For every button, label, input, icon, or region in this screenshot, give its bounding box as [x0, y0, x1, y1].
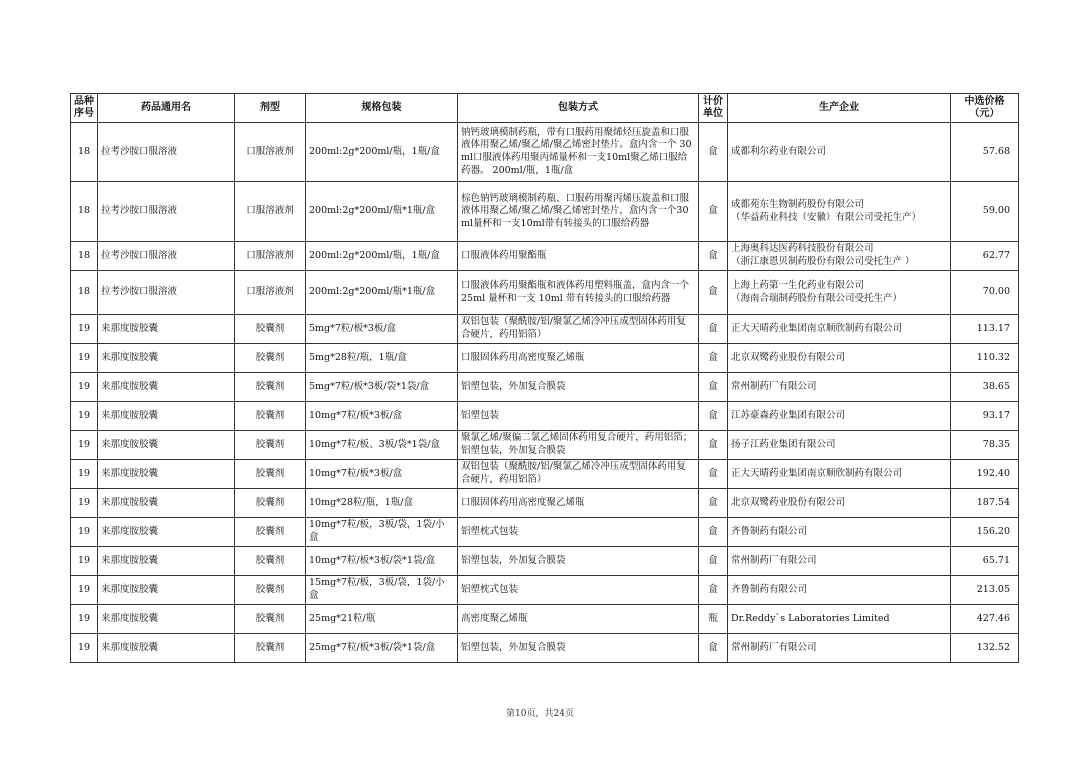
cell-unit: 盒 — [699, 373, 728, 402]
cell-price: 93.17 — [951, 402, 1019, 431]
cell-no: 18 — [71, 123, 98, 182]
cell-no: 18 — [71, 182, 98, 242]
cell-price: 192.40 — [951, 460, 1019, 489]
cell-price: 110.32 — [951, 344, 1019, 373]
cell-spec: 200ml:2g*200ml/瓶*1瓶/盒 — [306, 182, 458, 242]
header-spec: 规格包装 — [306, 94, 458, 123]
cell-no: 18 — [71, 242, 98, 271]
cell-packing: 铝塑枕式包装 — [458, 576, 699, 605]
cell-packing: 口服液体药用聚酯瓶和液体药用塑料瓶盖，盒内含一个 25ml 量杯和一支 10ml 带有转接头的口服给药器 — [458, 271, 699, 315]
cell-packing: 口服液体药用聚酯瓶 — [458, 242, 699, 271]
cell-drug-name: 拉考沙胺口服溶液 — [98, 182, 235, 242]
cell-no: 19 — [71, 402, 98, 431]
cell-dosage-form: 胶囊剂 — [235, 344, 306, 373]
cell-dosage-form: 胶囊剂 — [235, 547, 306, 576]
drug-price-table — [70, 93, 1019, 663]
cell-unit: 盒 — [699, 344, 728, 373]
cell-dosage-form: 胶囊剂 — [235, 431, 306, 460]
page-footer: 第10页，共24页 — [506, 709, 574, 719]
cell-company: 上海上药第一生化药业有限公司 （海南合瑞制药股份有限公司受托生产） — [728, 271, 951, 315]
table-row — [71, 123, 1019, 182]
cell-drug-name: 来那度胺胶囊 — [98, 460, 235, 489]
header-dosage-form: 剂型 — [235, 94, 306, 123]
cell-dosage-form: 胶囊剂 — [235, 460, 306, 489]
table-row — [71, 373, 1019, 402]
cell-spec: 5mg*7粒/板*3板/袋*1袋/盒 — [306, 373, 458, 402]
cell-unit: 盒 — [699, 315, 728, 344]
cell-unit: 盒 — [699, 547, 728, 576]
header-no: 品种 序号 — [71, 94, 98, 123]
cell-dosage-form: 胶囊剂 — [235, 605, 306, 634]
table-row — [71, 489, 1019, 518]
cell-packing: 铝塑包装，外加复合膜袋 — [458, 547, 699, 576]
cell-spec: 10mg*7粒/板*3板/袋*1袋/盒 — [306, 547, 458, 576]
cell-no: 19 — [71, 518, 98, 547]
cell-packing: 棕色钠钙玻璃模制药瓶、口服药用聚丙烯压旋盖和口服液体用聚乙烯/聚乙烯/聚乙烯密封垫片，盒内含一个30ml量杯和一支10ml带有转接头的口服给药器 — [458, 182, 699, 242]
cell-dosage-form: 胶囊剂 — [235, 402, 306, 431]
table-row — [71, 634, 1019, 663]
table-row — [71, 344, 1019, 373]
cell-price: 70.00 — [951, 271, 1019, 315]
cell-price: 427.46 — [951, 605, 1019, 634]
cell-dosage-form: 胶囊剂 — [235, 576, 306, 605]
cell-spec: 200ml:2g*200ml/瓶，1瓶/盒 — [306, 123, 458, 182]
cell-unit: 盒 — [699, 489, 728, 518]
cell-packing: 铝塑包装，外加复合膜袋 — [458, 373, 699, 402]
cell-company: 齐鲁制药有限公司 — [728, 518, 951, 547]
cell-packing: 铝塑包装，外加复合膜袋 — [458, 634, 699, 663]
cell-unit: 盒 — [699, 431, 728, 460]
cell-price: 187.54 — [951, 489, 1019, 518]
cell-price: 132.52 — [951, 634, 1019, 663]
cell-drug-name: 来那度胺胶囊 — [98, 315, 235, 344]
cell-no: 19 — [71, 634, 98, 663]
cell-company: 北京双鹭药业股份有限公司 — [728, 489, 951, 518]
cell-drug-name: 来那度胺胶囊 — [98, 576, 235, 605]
table-row — [71, 547, 1019, 576]
cell-dosage-form: 胶囊剂 — [235, 518, 306, 547]
cell-drug-name: 来那度胺胶囊 — [98, 605, 235, 634]
cell-price: 59.00 — [951, 182, 1019, 242]
cell-spec: 10mg*7粒/板*3板/盒 — [306, 402, 458, 431]
cell-spec: 200ml:2g*200ml/瓶，1瓶/盒 — [306, 242, 458, 271]
cell-unit: 盒 — [699, 242, 728, 271]
cell-no: 18 — [71, 271, 98, 315]
cell-packing: 双铝包装（聚酰胺/铝/聚氯乙烯冷冲压成型固体药用复合硬片，药用铝箔） — [458, 460, 699, 489]
cell-price: 38.65 — [951, 373, 1019, 402]
cell-company: 常州制药厂有限公司 — [728, 373, 951, 402]
cell-price: 213.05 — [951, 576, 1019, 605]
cell-price: 57.68 — [951, 123, 1019, 182]
cell-packing: 铝塑包装 — [458, 402, 699, 431]
cell-company: Dr.Reddy`s Laboratories Limited — [728, 605, 951, 634]
cell-price: 156.20 — [951, 518, 1019, 547]
cell-drug-name: 拉考沙胺口服溶液 — [98, 123, 235, 182]
cell-dosage-form: 胶囊剂 — [235, 373, 306, 402]
header-unit: 计价 单位 — [699, 94, 728, 123]
cell-spec: 10mg*7粒/板、3板/袋*1袋/盒 — [306, 431, 458, 460]
cell-no: 19 — [71, 489, 98, 518]
header-drug-name: 药品通用名 — [98, 94, 235, 123]
cell-no: 19 — [71, 315, 98, 344]
table-header-row — [71, 94, 1019, 123]
cell-drug-name: 来那度胺胶囊 — [98, 489, 235, 518]
cell-drug-name: 来那度胺胶囊 — [98, 431, 235, 460]
cell-unit: 盒 — [699, 271, 728, 315]
cell-dosage-form: 胶囊剂 — [235, 489, 306, 518]
cell-price: 65.71 — [951, 547, 1019, 576]
cell-drug-name: 来那度胺胶囊 — [98, 518, 235, 547]
table-row — [71, 402, 1019, 431]
cell-drug-name: 来那度胺胶囊 — [98, 373, 235, 402]
cell-price: 78.35 — [951, 431, 1019, 460]
cell-dosage-form: 口服溶液剂 — [235, 242, 306, 271]
cell-company: 北京双鹭药业股份有限公司 — [728, 344, 951, 373]
cell-spec: 200ml:2g*200ml/瓶*1瓶/盒 — [306, 271, 458, 315]
cell-company: 常州制药厂有限公司 — [728, 547, 951, 576]
table-row — [71, 605, 1019, 634]
table-row — [71, 431, 1019, 460]
cell-company: 正大天晴药业集团南京顺欣制药有限公司 — [728, 315, 951, 344]
cell-unit: 盒 — [699, 460, 728, 489]
cell-unit: 盒 — [699, 402, 728, 431]
cell-company: 齐鲁制药有限公司 — [728, 576, 951, 605]
table-row — [71, 315, 1019, 344]
cell-spec: 10mg*7粒/板*3板/盒 — [306, 460, 458, 489]
cell-packing: 口服固体药用高密度聚乙烯瓶 — [458, 489, 699, 518]
cell-packing: 双铝包装（聚酰胺/铝/聚氯乙烯冷冲压成型固体药用复合硬片，药用铝箔） — [458, 315, 699, 344]
cell-dosage-form: 胶囊剂 — [235, 315, 306, 344]
cell-price: 62.77 — [951, 242, 1019, 271]
header-company: 生产企业 — [728, 94, 951, 123]
cell-dosage-form: 口服溶液剂 — [235, 123, 306, 182]
table-row — [71, 460, 1019, 489]
cell-spec: 10mg*28粒/瓶，1瓶/盒 — [306, 489, 458, 518]
cell-company: 常州制药厂有限公司 — [728, 634, 951, 663]
cell-packing: 聚氯乙烯/聚偏二氯乙烯固体药用复合硬片，药用铝箔；铝塑包装，外加复合膜袋 — [458, 431, 699, 460]
cell-no: 19 — [71, 431, 98, 460]
cell-company: 上海奥科达医药科技股份有限公司 （浙江康恩贝制药股份有限公司受托生产 ） — [728, 242, 951, 271]
table-row — [71, 182, 1019, 242]
cell-drug-name: 来那度胺胶囊 — [98, 547, 235, 576]
cell-drug-name: 拉考沙胺口服溶液 — [98, 242, 235, 271]
cell-dosage-form: 胶囊剂 — [235, 634, 306, 663]
cell-unit: 盒 — [699, 518, 728, 547]
cell-spec: 5mg*7粒/板*3板/盒 — [306, 315, 458, 344]
cell-drug-name: 来那度胺胶囊 — [98, 634, 235, 663]
cell-no: 19 — [71, 605, 98, 634]
cell-company: 江苏豪森药业集团有限公司 — [728, 402, 951, 431]
cell-company: 正大天晴药业集团南京顺欣制药有限公司 — [728, 460, 951, 489]
cell-unit: 盒 — [699, 182, 728, 242]
cell-unit: 盒 — [699, 576, 728, 605]
cell-drug-name: 拉考沙胺口服溶液 — [98, 271, 235, 315]
header-price: 中选价格 （元） — [951, 94, 1019, 123]
cell-packing: 钠钙玻璃模制药瓶，带有口服药用聚烯烃压旋盖和口服液体用聚乙烯/聚乙烯/聚乙烯密封垫片。盒内含一个 30ml口服液体药用聚丙烯量杯和一支10ml聚乙烯口服给药器。 200ml/瓶，1瓶/盒 — [458, 123, 699, 182]
cell-no: 19 — [71, 547, 98, 576]
cell-drug-name: 来那度胺胶囊 — [98, 402, 235, 431]
cell-company: 扬子江药业集团有限公司 — [728, 431, 951, 460]
cell-no: 19 — [71, 576, 98, 605]
cell-no: 19 — [71, 460, 98, 489]
cell-unit: 盒 — [699, 634, 728, 663]
cell-spec: 25mg*21粒/瓶 — [306, 605, 458, 634]
table-row — [71, 271, 1019, 315]
cell-spec: 15mg*7粒/板，3板/袋，1袋/小盒 — [306, 576, 458, 605]
cell-unit: 盒 — [699, 123, 728, 182]
cell-packing: 铝塑枕式包装 — [458, 518, 699, 547]
cell-spec: 5mg*28粒/瓶，1瓶/盒 — [306, 344, 458, 373]
cell-spec: 25mg*7粒/板*3板/袋*1袋/盒 — [306, 634, 458, 663]
cell-drug-name: 来那度胺胶囊 — [98, 344, 235, 373]
table-row — [71, 576, 1019, 605]
cell-unit: 瓶 — [699, 605, 728, 634]
cell-no: 19 — [71, 373, 98, 402]
cell-packing: 高密度聚乙烯瓶 — [458, 605, 699, 634]
table-body — [71, 123, 1019, 663]
cell-dosage-form: 口服溶液剂 — [235, 271, 306, 315]
table-row — [71, 242, 1019, 271]
cell-packing: 口服固体药用高密度聚乙烯瓶 — [458, 344, 699, 373]
cell-price: 113.17 — [951, 315, 1019, 344]
header-packing: 包装方式 — [458, 94, 699, 123]
cell-spec: 10mg*7粒/板，3板/袋，1袋/小盒 — [306, 518, 458, 547]
table-row — [71, 518, 1019, 547]
cell-dosage-form: 口服溶液剂 — [235, 182, 306, 242]
cell-company: 成都利尔药业有限公司 — [728, 123, 951, 182]
cell-no: 19 — [71, 344, 98, 373]
cell-company: 成都苑东生物制药股份有限公司 （华益药业科技（安徽）有限公司受托生产） — [728, 182, 951, 242]
